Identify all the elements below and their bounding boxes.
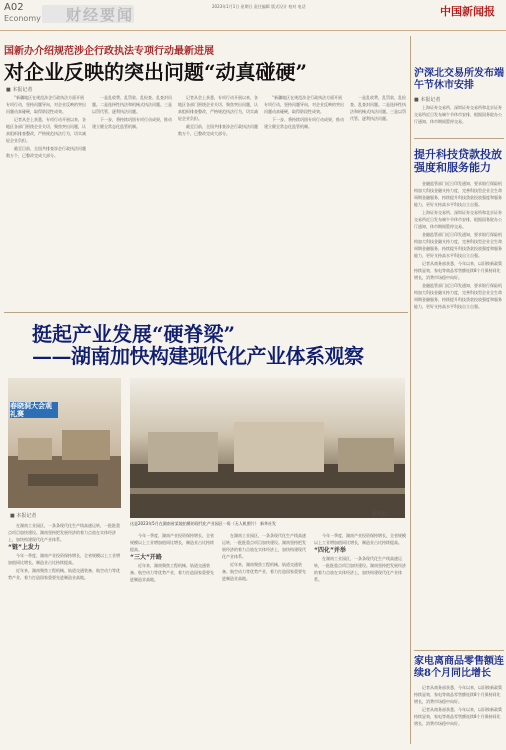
paragraph: 记者从会上获悉，专项行动开展以来，各地区各部门围绕企业关切，聚焦突出问题，认真组织排查整改，严格规范执法行为，切实减轻企业负担。: [178, 95, 258, 121]
paragraph: 今年一季度，湖南产业投资保持增长，全省规模以上工业增加值同比增长，制造业占比持续提高。: [130, 533, 214, 552]
article2-subheadline: ——湖南加快构建现代化产业体系观察: [32, 344, 364, 368]
article1-col2: [92, 94, 172, 306]
article2-subhead: “链”上发力: [8, 544, 40, 551]
paragraph: 在湖南工业园区，一条条现代化生产线高速运转，一批批重点项目加快建设。湖南坚持把发展经济的着力点放在实体经济上，加快构建现代化产业体系。: [222, 533, 306, 559]
article2-col3: [222, 532, 308, 744]
factory-illustration: [8, 378, 121, 508]
paragraph: “新疆地区在规范涉企行政执法方面开展专项行动，坚持问题导向，对企业反映的突出问题动真碰硬，取得阶段性成效。: [264, 95, 344, 114]
article2-col4: [314, 532, 406, 744]
article1-col1: [6, 94, 86, 306]
article1-byline: ■ 本报记者: [6, 87, 33, 93]
paragraph: 记者从商务部获悉，今年以来，以旧换新政策持续显效，家电等商品零售额连续8个月保持同比增长，消费市场稳中向好。: [414, 707, 502, 726]
paragraph: 记者从商务部获悉，今年以来，以旧换新政策持续显效，家电等商品零售额连续8个月保持同比增长，消费市场稳中向好。: [414, 261, 502, 280]
sidebar-item2-headline: 提升科技贷款投放强度和服务能力: [414, 148, 502, 174]
paragraph: 截至目前，全国共排查涉企行政执法问题数万个，已整改完成大部分。: [178, 124, 258, 136]
paragraph: 今年一季度，湖南产业投资保持增长，全省规模以上工业增加值同比增长，制造业占比持续提高。: [314, 533, 406, 545]
photo-caption: 这是2023年5月在湖南省某地拍摄的现代化产业园区一角（无人机照片） 新华社发: [130, 521, 276, 526]
article2-subhead: “三大”开路: [130, 554, 162, 561]
paragraph: 上海证券交易所、深圳证券交易所和北京证券交易所近日发布端午节休市安排，根据国务院办公厅通知，休市期间暂停交易。: [414, 105, 502, 124]
article2-headline: 挺起产业发展“硬脊梁”: [32, 322, 236, 346]
page-meta: 2023年1月1日 星期日 责任编辑 版式设计 校对 电话: [212, 4, 306, 9]
sidebar-item1-headline: 沪深北交易所发布端午节休市安排: [414, 68, 504, 91]
article1-col5: [350, 94, 406, 306]
column-divider: [410, 36, 411, 744]
page-number: A02: [4, 2, 24, 13]
article1-col4: [264, 94, 344, 306]
paragraph: 金融监管部门近日印发通知，要求银行保险机构加大科技金融支持力度，完善科技型企业全生命周期金融服务，持续提升科技贷款投放强度和服务能力，更好支持高水平科技自立自强。: [414, 232, 502, 258]
paragraph: 金融监管部门近日印发通知，要求银行保险机构加大科技金融支持力度，完善科技型企业全生命周期金融服务，持续提升科技贷款投放强度和服务能力，更好支持高水平科技自立自强。: [414, 283, 502, 309]
paragraph: 下一步，将持续巩固专项行动成果，推动建立健全常态化监管机制。: [264, 117, 344, 129]
paragraph: “新疆地区在规范涉企行政执法方面开展专项行动，坚持问题导向，对企业反映的突出问题动真碰硬，取得阶段性成效。: [6, 95, 86, 114]
article2-col1: [8, 522, 121, 744]
sidebar-item1-byline: ■ 本报记者: [414, 97, 441, 103]
event-banner: 春晓洞大会观礼赛: [10, 402, 58, 418]
sidebar-item3-headline: 家电离商品零售额连续8个月同比增长: [414, 656, 504, 679]
article1-col3: [178, 94, 258, 306]
paragraph: 一是乱收费、乱罚款、乱检查、乱查封问题。二是选择性执法和机械式执法问题。三是以罚代管、逐利执法问题。: [350, 95, 406, 121]
article1-kicker: 国新办介绍规范涉企行政执法专项行动最新进展: [4, 46, 214, 57]
industrial-park-illustration: [130, 378, 405, 518]
paragraph: 近年来，湖南聚焦工程机械、轨道交通装备、航空动力等优势产业，着力打造国家重要先进制造业高地。: [130, 563, 214, 582]
paragraph: 在湖南工业园区，一条条现代化生产线高速运转，一批批重点项目加快建设。湖南坚持把发展经济的着力点放在实体经济上，加快构建现代化产业体系。: [8, 523, 120, 542]
section-label: Economy: [4, 14, 41, 23]
paragraph: 近年来，湖南聚焦工程机械、轨道交通装备、航空动力等优势产业，着力打造国家重要先进制造业高地。: [222, 562, 306, 581]
newspaper-brand: 中国新闻报: [440, 5, 495, 18]
paragraph: 下一步，将持续巩固专项行动成果，推动建立健全常态化监管机制。: [92, 117, 172, 129]
paragraph: 今年一季度，湖南产业投资保持增长，全省规模以上工业增加值同比增长，制造业占比持续提高。: [8, 553, 120, 565]
paragraph: 金融监管部门近日印发通知，要求银行保险机构加大科技金融支持力度，完善科技型企业全生命周期金融服务，持续提升科技贷款投放强度和服务能力，更好支持高水平科技自立自强。: [414, 181, 502, 207]
sidebar-item1-body: [414, 104, 504, 136]
paragraph: 上海证券交易所、深圳证券交易所和北京证券交易所近日发布端午节休市安排，根据国务院办公厅通知，休市期间暂停交易。: [414, 210, 502, 229]
paragraph: 记者从会上获悉，专项行动开展以来，各地区各部门围绕企业关切，聚焦突出问题，认真组织排查整改，严格规范执法行为，切实减轻企业负担。: [6, 117, 86, 143]
paragraph: 一是乱收费、乱罚款、乱检查、乱查封问题。二是选择性执法和机械式执法问题。三是以罚代管、逐利执法问题。: [92, 95, 172, 114]
article2-photo-small: [8, 378, 121, 508]
article2-byline: ■ 本报记者: [10, 513, 37, 519]
article1-headline: 对企业反映的突出问题“动真碰硬”: [4, 60, 308, 84]
divider: [414, 138, 504, 139]
photo-credit: 新华社: [372, 511, 388, 517]
paragraph: 记者从商务部获悉，今年以来，以旧换新政策持续显效，家电等商品零售额连续8个月保持同比增长，消费市场稳中向好。: [414, 685, 502, 704]
article2-subhead: “四化”并举: [314, 547, 346, 554]
article2-col2: [130, 532, 216, 744]
divider: [414, 650, 504, 651]
paragraph: 近年来，湖南聚焦工程机械、轨道交通装备、航空动力等优势产业，着力打造国家重要先进制造业高地。: [8, 568, 120, 580]
section-title: 财经要闻: [66, 6, 135, 24]
paragraph: 在湖南工业园区，一条条现代化生产线高速运转，一批批重点项目加快建设。湖南坚持把发展经济的着力点放在实体经济上，加快构建现代化产业体系。: [314, 556, 406, 582]
paragraph: 截至目前，全国共排查涉企行政执法问题数万个，已整改完成大部分。: [6, 146, 86, 158]
sidebar-item3-body: [414, 684, 504, 744]
article2-photo-main: [130, 378, 405, 518]
divider: [4, 312, 408, 313]
sidebar-item2-body: [414, 180, 504, 540]
